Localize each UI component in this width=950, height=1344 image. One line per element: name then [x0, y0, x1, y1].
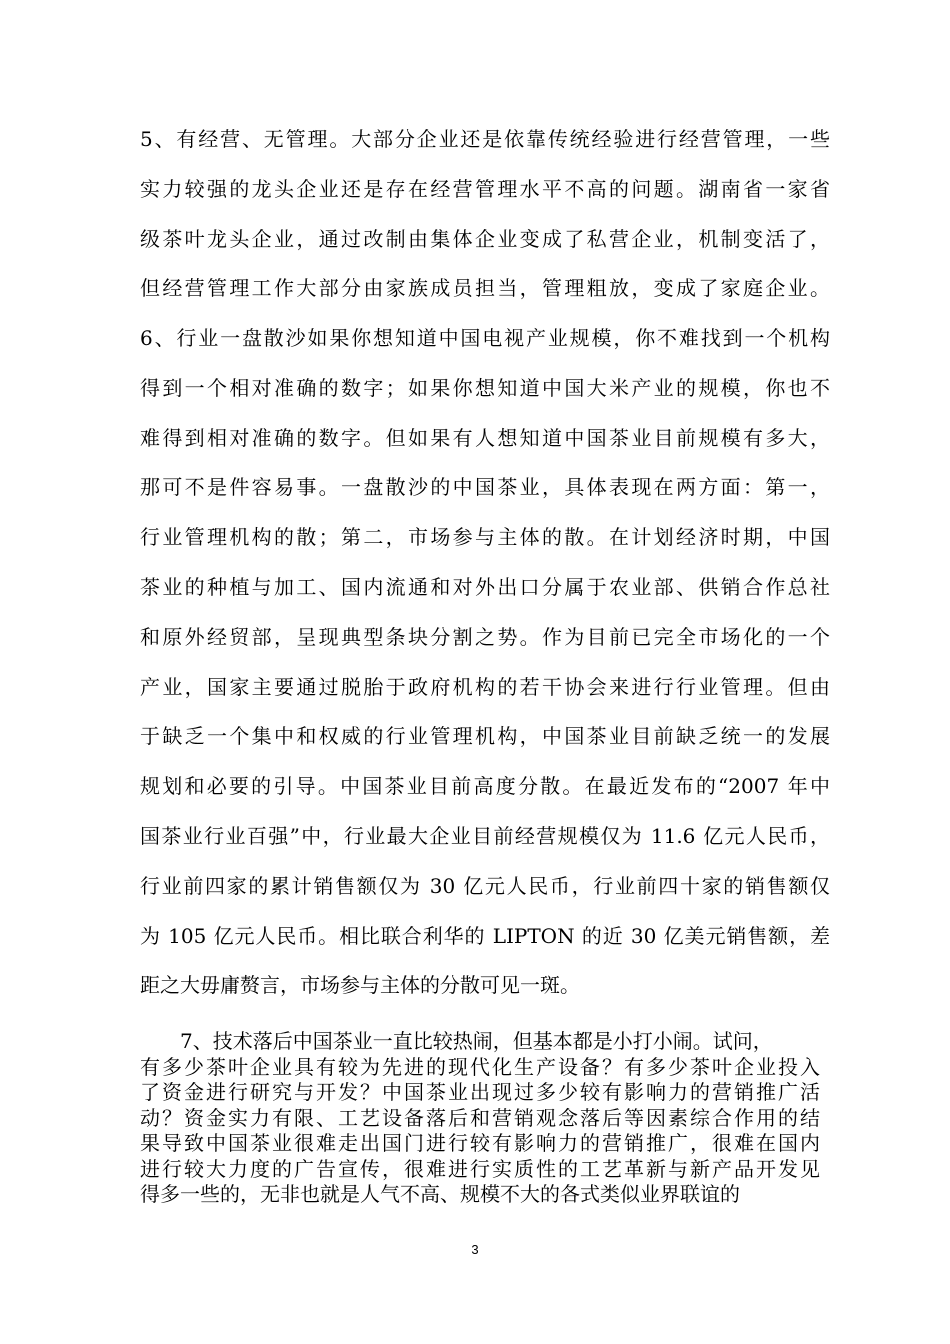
text-line: 国茶业行业百强”中，行业最大企业目前经营规模仅为 11.6 亿元人民币，	[140, 823, 830, 848]
text-line: 行业管理机构的散；第二，市场参与主体的散。在计划经济时期，中国	[140, 525, 830, 550]
text-line: 级茶叶龙头企业，通过改制由集体企业变成了私营企业，机制变活了，	[140, 226, 830, 251]
paragraph-7	[140, 1029, 820, 1208]
text-line: 为 105 亿元人民币。相比联合利华的 LIPTON 的近 30 亿美元销售额，差	[140, 923, 830, 948]
text-line: 但经营管理工作大部分由家族成员担当，管理粗放，变成了家庭企业。	[140, 276, 830, 301]
text-line: 难得到相对准确的数字。但如果有人想知道中国茶业目前规模有多大，	[140, 425, 830, 450]
text-line: 那可不是件容易事。一盘散沙的中国茶业，具体表现在两方面：第一，	[140, 475, 830, 500]
text-line: 6、行业一盘散沙如果你想知道中国电视产业规模，你不难找到一个机构	[140, 326, 830, 350]
text-line: 得到一个相对准确的数字；如果你想知道中国大米产业的规模，你也不	[140, 375, 830, 400]
text-line: 有多少茶叶企业具有较为先进的现代化生产设备？有多少茶叶企业投入	[140, 1054, 820, 1079]
text-line: 了资金进行研究与开发？中国茶业出现过多少较有影响力的营销推广活	[140, 1080, 820, 1104]
text-line: 距之大毋庸赘言，市场参与主体的分散可见一斑。	[140, 973, 580, 998]
text-line: 和原外经贸部，呈现典型条块分割之势。作为目前已完全市场化的一个	[140, 624, 830, 649]
text-line: 茶业的种植与加工、国内流通和对外出口分属于农业部、供销合作总社	[140, 574, 830, 599]
text-line: 规划和必要的引导。中国茶业目前高度分散。在最近发布的“2007 年中	[140, 774, 830, 799]
paragraph-6	[140, 314, 830, 1011]
page-number: 3	[471, 1242, 479, 1257]
text-line: 得多一些的，无非也就是人气不高、规模不大的各式类似业界联谊的	[140, 1182, 740, 1206]
text-line: 产业，国家主要通过脱胎于政府机构的若干协会来进行行业管理。但由	[140, 674, 830, 699]
text-line: 果导致中国茶业很难走出国门进行较有影响力的营销推广，很难在国内	[140, 1131, 820, 1155]
text-line: 实力较强的龙头企业还是存在经营管理水平不高的问题。湖南省一家省	[140, 176, 830, 201]
text-line: 进行较大力度的广告宣传，很难进行实质性的工艺革新与新产品开发见	[140, 1156, 820, 1181]
text-line: 7、技术落后中国茶业一直比较热闹，但基本都是小打小闹。试问，	[180, 1029, 773, 1053]
text-line: 于缺乏一个集中和权威的行业管理机构，中国茶业目前缺乏统一的发展	[140, 724, 830, 749]
text-line: 动？资金实力有限、工艺设备落后和营销观念落后等因素综合作用的结	[140, 1105, 820, 1130]
paragraph-5	[140, 115, 830, 314]
text-line: 行业前四家的累计销售额仅为 30 亿元人民币，行业前四十家的销售额仅	[140, 873, 830, 898]
text-line: 5、有经营、无管理。大部分企业还是依靠传统经验进行经营管理，一些	[140, 127, 830, 151]
